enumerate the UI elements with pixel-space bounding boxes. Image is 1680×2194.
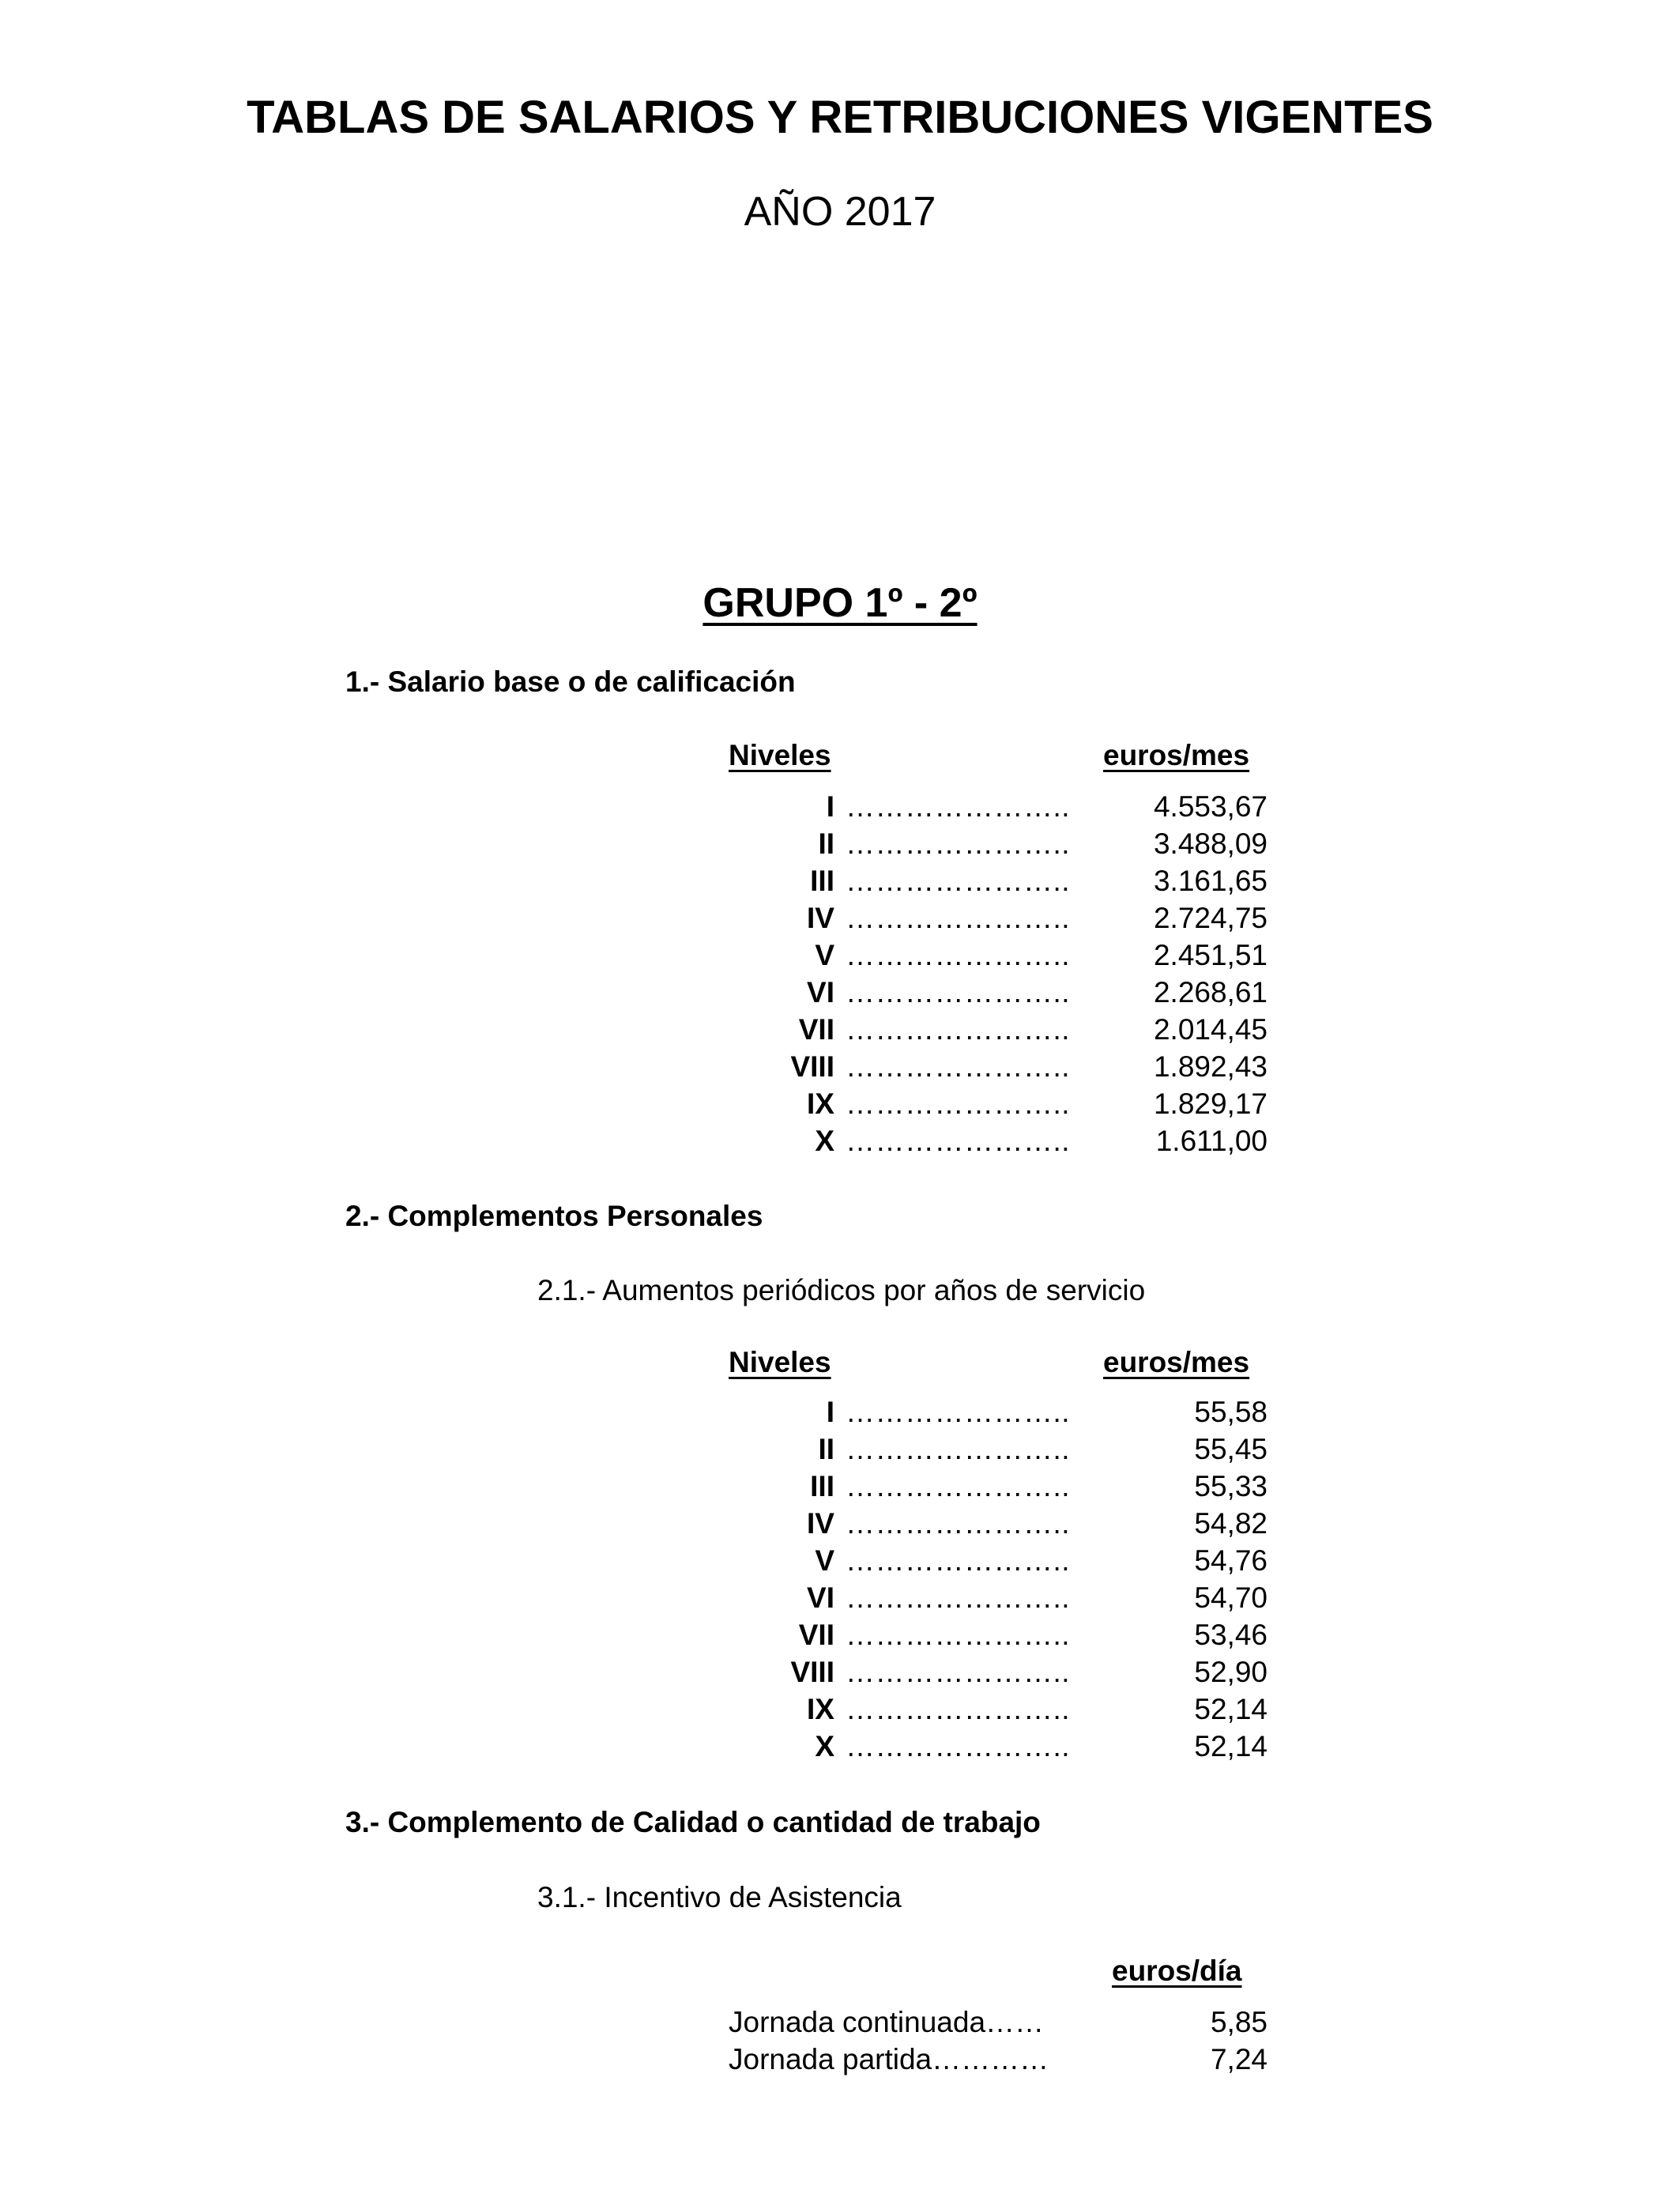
salary-row [0, 1125, 1680, 1161]
section-2-levels-header: Niveles [729, 1346, 831, 1378]
salary-value: 1.892,43 [1153, 1050, 1268, 1083]
salary-level: VII [798, 1013, 834, 1046]
attendance-value: 5,85 [1210, 2006, 1268, 2038]
salary-row [0, 827, 1680, 864]
section-2-amount-header: euros/mes [1103, 1346, 1250, 1378]
seniority-leader-dots: ………………….. [846, 1396, 1071, 1428]
salary-level: VIII [790, 1050, 834, 1083]
salary-leader-dots: ………………….. [846, 902, 1071, 934]
group-heading [0, 579, 1680, 627]
seniority-row [0, 1544, 1680, 1581]
attendance-label: Jornada continuada…… [729, 2006, 1045, 2038]
seniority-leader-dots: ………………….. [846, 1730, 1071, 1762]
salary-row [0, 1050, 1680, 1087]
seniority-level: II [818, 1433, 834, 1465]
salary-value: 3.488,09 [1153, 827, 1268, 860]
seniority-value: 52,14 [1194, 1730, 1268, 1762]
salary-leader-dots: ………………….. [846, 1013, 1071, 1046]
salary-value: 4.553,67 [1153, 790, 1268, 823]
salary-value: 2.451,51 [1153, 939, 1268, 971]
seniority-row [0, 1619, 1680, 1655]
seniority-value: 52,14 [1194, 1693, 1268, 1725]
seniority-value: 53,46 [1194, 1619, 1268, 1651]
seniority-row [0, 1433, 1680, 1469]
seniority-value: 55,45 [1194, 1433, 1268, 1465]
salary-value: 2.268,61 [1153, 976, 1268, 1008]
salary-level: VI [807, 976, 834, 1008]
salary-row [0, 1088, 1680, 1124]
salary-leader-dots: ………………….. [846, 939, 1071, 971]
seniority-leader-dots: ………………….. [846, 1470, 1071, 1502]
seniority-value: 55,33 [1194, 1470, 1268, 1502]
seniority-value: 52,90 [1194, 1656, 1268, 1688]
salary-level: X [815, 1125, 834, 1157]
salary-value: 1.829,17 [1153, 1088, 1268, 1120]
section-2-heading: 2.- Complementos Personales [345, 1200, 763, 1232]
document-year: AÑO 2017 [744, 189, 936, 235]
section-1-amount-header: euros/mes [1103, 739, 1250, 771]
salary-value: 1.611,00 [1155, 1125, 1268, 1157]
seniority-leader-dots: ………………….. [846, 1619, 1071, 1651]
salary-row [0, 939, 1680, 975]
attendance-value: 7,24 [1210, 2043, 1268, 2075]
seniority-value: 54,82 [1194, 1507, 1268, 1540]
salary-leader-dots: ………………….. [846, 790, 1071, 823]
salary-leader-dots: ………………….. [846, 976, 1071, 1008]
seniority-value: 55,58 [1194, 1396, 1268, 1428]
seniority-leader-dots: ………………….. [846, 1656, 1071, 1688]
seniority-level: VII [798, 1619, 834, 1651]
salary-leader-dots: ………………….. [846, 865, 1071, 897]
salary-level: II [818, 827, 834, 860]
group-heading-text: GRUPO 1º - 2º [703, 580, 977, 626]
seniority-value: 54,70 [1194, 1581, 1268, 1614]
salary-level: I [826, 790, 834, 823]
seniority-row [0, 1693, 1680, 1729]
section-3-heading: 3.- Complemento de Calidad o cantidad de trabajo [345, 1806, 1041, 1838]
seniority-level: VIII [790, 1656, 834, 1688]
salary-leader-dots: ………………….. [846, 1125, 1071, 1157]
seniority-level: IV [807, 1507, 834, 1540]
seniority-level: III [810, 1470, 834, 1502]
salary-leader-dots: ………………….. [846, 1050, 1071, 1083]
salary-level: III [810, 865, 834, 897]
seniority-leader-dots: ………………….. [846, 1544, 1071, 1577]
seniority-level: IX [807, 1693, 834, 1725]
seniority-row [0, 1656, 1680, 1692]
attendance-row [0, 2043, 1680, 2079]
salary-leader-dots: ………………….. [846, 1088, 1071, 1120]
seniority-row [0, 1507, 1680, 1544]
salary-value: 3.161,65 [1153, 865, 1268, 897]
section-1-heading: 1.- Salario base o de calificación [345, 665, 796, 698]
salary-row [0, 790, 1680, 827]
salary-row [0, 865, 1680, 901]
seniority-level: X [815, 1730, 834, 1762]
seniority-row [0, 1396, 1680, 1432]
salary-leader-dots: ………………….. [846, 827, 1071, 860]
salary-level: V [815, 939, 834, 971]
seniority-level: I [826, 1396, 834, 1428]
seniority-leader-dots: ………………….. [846, 1507, 1071, 1540]
seniority-leader-dots: ………………….. [846, 1693, 1071, 1725]
seniority-leader-dots: ………………….. [846, 1433, 1071, 1465]
seniority-row [0, 1470, 1680, 1506]
section-1-levels-header: Niveles [729, 739, 831, 771]
attendance-label: Jornada partida………… [729, 2043, 1049, 2075]
seniority-leader-dots: ………………….. [846, 1581, 1071, 1614]
section-3-amount-header: euros/día [1112, 1955, 1242, 1987]
salary-value: 2.724,75 [1153, 902, 1268, 934]
section-3-subheading: 3.1.- Incentivo de Asistencia [537, 1881, 902, 1913]
salary-row [0, 1013, 1680, 1050]
salary-level: IV [807, 902, 834, 934]
seniority-row [0, 1730, 1680, 1766]
section-2-subheading: 2.1.- Aumentos periódicos por años de servicio [537, 1274, 1146, 1306]
seniority-row [0, 1581, 1680, 1618]
seniority-level: VI [807, 1581, 834, 1614]
seniority-level: V [815, 1544, 834, 1577]
salary-row [0, 902, 1680, 938]
seniority-value: 54,76 [1194, 1544, 1268, 1577]
salary-row [0, 976, 1680, 1012]
attendance-row [0, 2006, 1680, 2042]
document-title: TABLAS DE SALARIOS Y RETRIBUCIONES VIGENTES [247, 92, 1433, 143]
salary-level: IX [807, 1088, 834, 1120]
salary-value: 2.014,45 [1153, 1013, 1268, 1046]
